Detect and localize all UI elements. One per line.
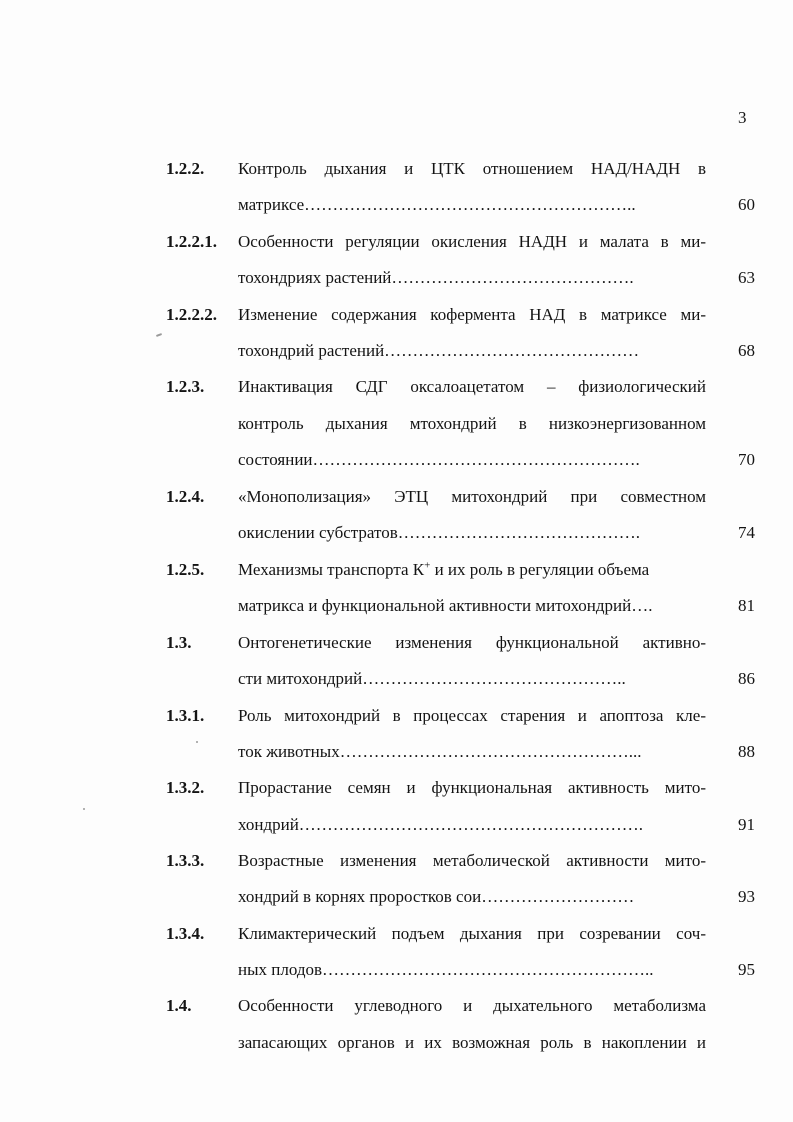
toc-entry-number: 1.2.3.: [166, 377, 205, 396]
scan-speck: [83, 808, 85, 810]
scan-speck: [156, 333, 162, 337]
toc-entry-title-line: Изменение содержания кофермента НАД в матриксе ми-: [238, 305, 706, 324]
toc-entry-title-line: контроль дыхания мтохондрий в низкоэнергизованном: [238, 414, 706, 433]
toc-entry-title-line: тохондрий растений………………………………………: [238, 341, 640, 360]
toc-entry-number: 1.3.3.: [166, 851, 205, 870]
toc-entry-number: 1.2.2.: [166, 159, 205, 178]
scan-speck: [196, 741, 198, 743]
toc-entry-page: 74: [738, 523, 755, 542]
toc-entry-title-line: Онтогенетические изменения функциональной активно-: [238, 633, 706, 652]
toc-entry-page: 95: [738, 960, 755, 979]
toc-entry-number: 1.3.4.: [166, 924, 205, 943]
toc-entry-number: 1.2.5.: [166, 560, 205, 579]
toc-entry-title-line: сти митохондрий………………………………………..: [238, 669, 626, 688]
toc-entry-page: 88: [738, 742, 755, 761]
toc-entry-title-text: Механизмы транспорта К: [238, 560, 425, 579]
toc-entry-number: 1.3.: [166, 633, 192, 652]
toc-entry-page: 70: [738, 450, 755, 469]
toc-entry-title-line: тохондриях растений…………………………………….: [238, 268, 634, 287]
toc-entry-page: 63: [738, 268, 755, 287]
toc-entry-title-line: Контроль дыхания и ЦТК отношением НАД/НАДН в: [238, 159, 706, 178]
toc-entry-title-line: Особенности регуляции окисления НАДН и малата в ми-: [238, 232, 706, 251]
page-number: 3: [738, 108, 747, 127]
toc-entry-title-line: [238, 560, 706, 580]
toc-entry-number: 1.2.4.: [166, 487, 205, 506]
toc-entry-title-line: Особенности углеводного и дыхательного метаболизма: [238, 996, 706, 1015]
potassium-ion-charge: +: [424, 559, 431, 572]
toc-entry-page: 86: [738, 669, 755, 688]
toc-entry-page: 91: [738, 815, 755, 834]
toc-entry-title-line: окислении субстратов…………………………………….: [238, 523, 640, 542]
toc-entry-page: 81: [738, 596, 755, 615]
toc-entry-title-line: матриксе…………………………………………………..: [238, 195, 636, 214]
toc-entry-page: 93: [738, 887, 755, 906]
toc-entry-title-line: состоянии………………………………………………….: [238, 450, 640, 469]
toc-entry-page: 68: [738, 341, 755, 360]
toc-entry-number: 1.4.: [166, 996, 192, 1015]
toc-entry-title-line: «Монополизация» ЭТЦ митохондрий при совместном: [238, 487, 706, 506]
toc-entry-title-line: Роль митохондрий в процессах старения и апоптоза кле-: [238, 706, 706, 725]
toc-entry-title-line: Климактерический подъем дыхания при созревании соч-: [238, 924, 706, 943]
toc-entry-title-line: Прорастание семян и функциональная активность мито-: [238, 778, 706, 797]
toc-entry-title-text: и их роль в регуляции объема: [430, 560, 650, 579]
toc-entry-title-line: Инактивация СДГ оксалоацетатом – физиологический: [238, 377, 706, 396]
toc-entry-title-line: ных плодов…………………………………………………..: [238, 960, 654, 979]
toc-entry-title-line: запасающих органов и их возможная роль в накоплении и: [238, 1033, 706, 1052]
toc-entry-title-line: матрикса и функциональной активности митохондрий….: [238, 596, 653, 615]
toc-entry-title-line: хондрий в корнях проростков сои………………………: [238, 887, 635, 906]
toc-entry-page: 60: [738, 195, 755, 214]
toc-entry-number: 1.2.2.1.: [166, 232, 217, 251]
toc-entry-number: 1.3.1.: [166, 706, 205, 725]
toc-entry-title-line: ток животных……………………………………………...: [238, 742, 642, 761]
toc-entry-title-line: хондрий…………………………………………………….: [238, 815, 644, 834]
toc-entry-title-line: Возрастные изменения метаболической активности мито-: [238, 851, 706, 870]
toc-entry-number: 1.2.2.2.: [166, 305, 217, 324]
toc-entry-number: 1.3.2.: [166, 778, 205, 797]
